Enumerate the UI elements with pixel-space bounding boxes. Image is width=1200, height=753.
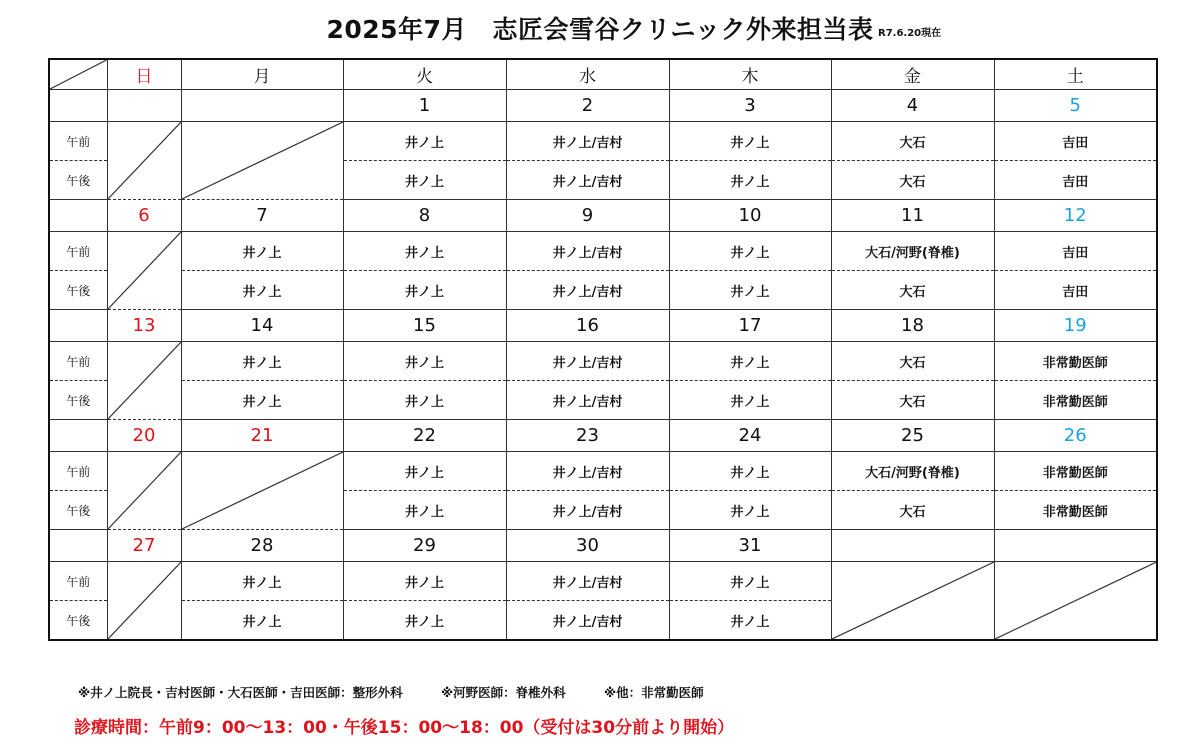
schedule-table	[48, 58, 1158, 641]
slot-label-am: 午前	[49, 342, 107, 381]
footnote-spine: ※河野医師：脊椎外科	[441, 685, 566, 700]
doctor-cell-pm-thu: 井ノ上	[669, 491, 831, 530]
weekday-sat: 土	[994, 59, 1157, 90]
as-of-date: R7.6.20現在	[878, 28, 942, 39]
date-cell-fri	[831, 530, 994, 562]
slot-label-empty	[49, 200, 107, 232]
doctor-cell-am-wed: 井ノ上/吉村	[506, 232, 669, 271]
doctor-cell-am-sat: 非常勤医師	[994, 342, 1157, 381]
date-cell-tue: 1	[343, 90, 506, 122]
pm-row	[49, 271, 1157, 310]
date-cell-mon	[181, 90, 343, 122]
date-cell-fri: 11	[831, 200, 994, 232]
consultation-hours: 診療時間：午前9：00～13：00・午後15：00～18：00（受付は30分前より開始）	[74, 718, 735, 738]
slot-label-am: 午前	[49, 452, 107, 491]
doctor-cell-pm-sat: 非常勤医師	[994, 491, 1157, 530]
date-cell-wed: 23	[506, 420, 669, 452]
weekday-wed: 水	[506, 59, 669, 90]
date-cell-tue: 15	[343, 310, 506, 342]
date-cell-mon: 21	[181, 420, 343, 452]
doctor-cell-am-wed: 井ノ上/吉村	[506, 562, 669, 601]
doctor-cell-pm-sat: 吉田	[994, 161, 1157, 200]
date-cell-mon: 14	[181, 310, 343, 342]
date-row	[49, 90, 1157, 122]
doctor-cell-pm-mon: 井ノ上	[181, 601, 343, 641]
closed-cell-sun	[107, 562, 181, 641]
date-cell-tue: 22	[343, 420, 506, 452]
closed-cell-fri	[831, 562, 994, 641]
weekday-header-row	[49, 59, 1157, 90]
doctor-cell-pm-fri: 大石	[831, 161, 994, 200]
doctor-cell-am-thu: 井ノ上	[669, 562, 831, 601]
page-title: 2025年7月 志匠会雪谷クリニック外来担当表	[326, 15, 874, 44]
doctor-cell-am-wed: 井ノ上/吉村	[506, 122, 669, 161]
doctor-cell-am-tue: 井ノ上	[343, 122, 506, 161]
date-cell-wed: 30	[506, 530, 669, 562]
doctor-cell-am-sat: 吉田	[994, 122, 1157, 161]
doctor-cell-pm-thu: 井ノ上	[669, 271, 831, 310]
doctor-cell-am-mon: 井ノ上	[181, 562, 343, 601]
slot-label-am: 午前	[49, 562, 107, 601]
date-cell-sun: 27	[107, 530, 181, 562]
slot-label-pm: 午後	[49, 381, 107, 420]
date-cell-sat: 5	[994, 90, 1157, 122]
doctor-cell-pm-fri: 大石	[831, 271, 994, 310]
doctor-cell-pm-mon: 井ノ上	[181, 381, 343, 420]
doctor-cell-am-wed: 井ノ上/吉村	[506, 452, 669, 491]
slot-label-pm: 午後	[49, 491, 107, 530]
am-row	[49, 452, 1157, 491]
date-cell-mon: 28	[181, 530, 343, 562]
am-row	[49, 342, 1157, 381]
doctor-cell-pm-wed: 井ノ上/吉村	[506, 271, 669, 310]
date-cell-wed: 9	[506, 200, 669, 232]
doctor-cell-am-thu: 井ノ上	[669, 232, 831, 271]
closed-cell-sun	[107, 342, 181, 420]
doctor-cell-pm-thu: 井ノ上	[669, 381, 831, 420]
weekday-mon: 月	[181, 59, 343, 90]
doctor-cell-am-fri: 大石	[831, 342, 994, 381]
date-cell-wed: 2	[506, 90, 669, 122]
date-row	[49, 200, 1157, 232]
doctor-cell-pm-thu: 井ノ上	[669, 161, 831, 200]
footnote-orthopedics: ※井ノ上院長・吉村医師・大石医師・吉田医師：整形外科	[78, 685, 403, 700]
slot-label-empty	[49, 530, 107, 562]
date-cell-fri: 25	[831, 420, 994, 452]
doctor-cell-pm-fri: 大石	[831, 491, 994, 530]
date-cell-sun: 13	[107, 310, 181, 342]
doctor-cell-am-tue: 井ノ上	[343, 452, 506, 491]
footnotes	[78, 683, 738, 701]
slot-label-pm: 午後	[49, 601, 107, 641]
date-cell-sat	[994, 530, 1157, 562]
doctor-cell-am-sat: 吉田	[994, 232, 1157, 271]
doctor-cell-pm-wed: 井ノ上/吉村	[506, 601, 669, 641]
doctor-cell-pm-wed: 井ノ上/吉村	[506, 491, 669, 530]
doctor-cell-am-thu: 井ノ上	[669, 452, 831, 491]
doctor-cell-pm-tue: 井ノ上	[343, 491, 506, 530]
pm-row	[49, 381, 1157, 420]
slot-label-pm: 午後	[49, 271, 107, 310]
closed-cell-sun	[107, 452, 181, 530]
closed-cell-sun	[107, 232, 181, 310]
date-cell-thu: 17	[669, 310, 831, 342]
date-cell-thu: 3	[669, 90, 831, 122]
date-cell-mon: 7	[181, 200, 343, 232]
doctor-cell-pm-fri: 大石	[831, 381, 994, 420]
doctor-cell-pm-wed: 井ノ上/吉村	[506, 381, 669, 420]
date-cell-sun: 20	[107, 420, 181, 452]
date-cell-fri: 18	[831, 310, 994, 342]
am-row	[49, 232, 1157, 271]
slot-label-am: 午前	[49, 122, 107, 161]
doctor-cell-am-mon: 井ノ上	[181, 342, 343, 381]
doctor-cell-am-mon: 井ノ上	[181, 232, 343, 271]
doctor-cell-am-fri: 大石	[831, 122, 994, 161]
date-cell-tue: 8	[343, 200, 506, 232]
date-cell-sat: 12	[994, 200, 1157, 232]
doctor-cell-am-sat: 非常勤医師	[994, 452, 1157, 491]
slot-label-empty	[49, 310, 107, 342]
date-cell-fri: 4	[831, 90, 994, 122]
doctor-cell-am-fri: 大石/河野(脊椎)	[831, 232, 994, 271]
doctor-cell-am-thu: 井ノ上	[669, 122, 831, 161]
date-cell-sat: 19	[994, 310, 1157, 342]
footnote-other: ※他：非常勤医師	[604, 685, 704, 700]
corner-cell	[49, 59, 107, 90]
doctor-cell-pm-sat: 非常勤医師	[994, 381, 1157, 420]
date-cell-thu: 31	[669, 530, 831, 562]
slot-label-am: 午前	[49, 232, 107, 271]
date-row	[49, 310, 1157, 342]
date-cell-sun	[107, 90, 181, 122]
weekday-fri: 金	[831, 59, 994, 90]
date-row	[49, 420, 1157, 452]
slot-label-empty	[49, 420, 107, 452]
date-cell-thu: 24	[669, 420, 831, 452]
date-cell-sat: 26	[994, 420, 1157, 452]
doctor-cell-pm-tue: 井ノ上	[343, 381, 506, 420]
date-cell-tue: 29	[343, 530, 506, 562]
doctor-cell-pm-mon: 井ノ上	[181, 271, 343, 310]
doctor-cell-am-thu: 井ノ上	[669, 342, 831, 381]
am-row	[49, 122, 1157, 161]
closed-cell-sun	[107, 122, 181, 200]
closed-cell-mon	[181, 122, 343, 200]
date-row	[49, 530, 1157, 562]
weekday-thu: 木	[669, 59, 831, 90]
doctor-cell-am-tue: 井ノ上	[343, 562, 506, 601]
closed-cell-sat	[994, 562, 1157, 641]
weekday-tue: 火	[343, 59, 506, 90]
closed-cell-mon	[181, 452, 343, 530]
date-cell-thu: 10	[669, 200, 831, 232]
date-cell-wed: 16	[506, 310, 669, 342]
doctor-cell-pm-tue: 井ノ上	[343, 601, 506, 641]
doctor-cell-pm-thu: 井ノ上	[669, 601, 831, 641]
slot-label-empty	[49, 90, 107, 122]
doctor-cell-am-tue: 井ノ上	[343, 232, 506, 271]
weekday-sun: 日	[107, 59, 181, 90]
am-row	[49, 562, 1157, 601]
doctor-cell-am-tue: 井ノ上	[343, 342, 506, 381]
doctor-cell-pm-tue: 井ノ上	[343, 271, 506, 310]
slot-label-pm: 午後	[49, 161, 107, 200]
doctor-cell-pm-tue: 井ノ上	[343, 161, 506, 200]
doctor-cell-pm-wed: 井ノ上/吉村	[506, 161, 669, 200]
doctor-cell-am-fri: 大石/河野(脊椎)	[831, 452, 994, 491]
doctor-cell-pm-sat: 吉田	[994, 271, 1157, 310]
date-cell-sun: 6	[107, 200, 181, 232]
doctor-cell-am-wed: 井ノ上/吉村	[506, 342, 669, 381]
